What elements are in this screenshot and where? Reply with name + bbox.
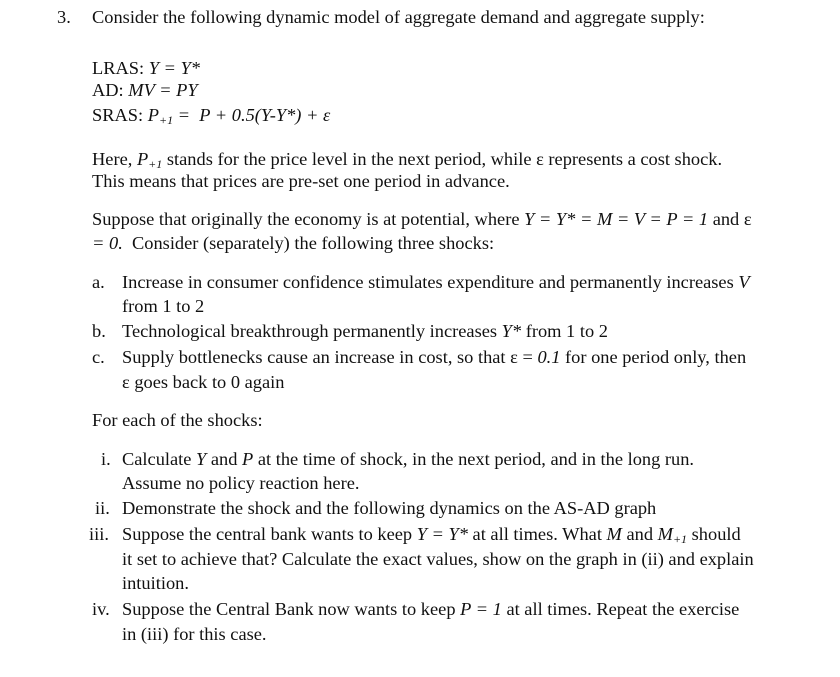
explanation-line-1 <box>92 148 722 172</box>
explanation-line-2: This means that prices are pre-set one period in advance. <box>92 171 510 191</box>
shock-b-text: Technological breakthrough permanently increases <box>122 321 502 341</box>
task-iv-text-a: Suppose the Central Bank now wants to keep <box>122 599 461 619</box>
shock-a-line-2: from 1 to 2 <box>122 296 205 316</box>
task-iii-line-1 <box>122 523 741 547</box>
task-iii-marker: iii. <box>89 524 109 544</box>
for-each-heading: For each of the shocks: <box>92 410 263 430</box>
task-i-text-b: at the time of shock, in the next period, and in the long run. <box>253 449 695 469</box>
task-iii-eq: Y = Y* <box>416 524 468 544</box>
sras-eq: = P + 0.5(Y-Y*) + ε <box>173 105 331 125</box>
setup-epsilon-zero: = 0. <box>92 233 123 253</box>
task-iii-and: and <box>621 524 658 544</box>
task-i-and: and <box>206 449 243 469</box>
ad-eq: MV = PY <box>128 80 198 100</box>
task-iv-eq: P = 1 <box>460 599 502 619</box>
shock-c-end: for one period only, then <box>560 347 747 367</box>
shock-c-line-2: ε goes back to 0 again <box>122 372 285 392</box>
lras-label: LRAS: <box>92 58 145 78</box>
shock-a-text: Increase in consumer confidence stimulates expenditure and permanently increases <box>122 272 739 292</box>
task-i-p: P <box>242 449 254 469</box>
task-i-y: Y <box>196 449 207 469</box>
setup-text-a: Suppose that originally the economy is at potential, where <box>92 209 525 229</box>
task-i-marker: i. <box>101 449 111 469</box>
lras-equation <box>92 57 200 79</box>
sras-p: P <box>147 105 159 125</box>
explanation-suffix: stands for the price level in the next period, while ε represents a cost shock. <box>162 149 723 169</box>
shock-b-end: from 1 to 2 <box>521 321 608 341</box>
shock-b-line-1 <box>122 320 608 342</box>
task-iii-text-b: at all times. What <box>467 524 607 544</box>
lras-eq: Y = Y* <box>148 58 200 78</box>
setup-line-2 <box>92 232 494 254</box>
sras-equation <box>92 104 330 128</box>
explanation-prefix: Here, <box>92 149 137 169</box>
shock-a-var: V <box>738 272 750 292</box>
shock-c-text: Supply bottlenecks cause an increase in cost, so that ε = <box>122 347 538 367</box>
ad-label: AD: <box>92 80 124 100</box>
shock-a-line-1 <box>122 271 750 293</box>
shock-c-var: 0.1 <box>537 347 561 367</box>
task-iii-text-a: Suppose the central bank wants to keep <box>122 524 417 544</box>
task-iii-m-next: M <box>657 524 673 544</box>
shock-c-line-1 <box>122 346 746 368</box>
task-iv-marker: iv. <box>92 599 110 619</box>
task-iii-m: M <box>606 524 622 544</box>
setup-text-b: and ε <box>708 209 752 229</box>
task-iv-text-b: at all times. Repeat the exercise <box>501 599 740 619</box>
task-iii-subscript: +1 <box>672 532 688 546</box>
task-i-text-a: Calculate <box>122 449 197 469</box>
shock-b-var: Y* <box>501 321 522 341</box>
task-iii-line-3: intuition. <box>122 573 189 593</box>
setup-text-c: Consider (separately) the following three shocks: <box>122 233 495 253</box>
task-iv-line-2: in (iii) for this case. <box>122 624 267 644</box>
question-intro: Consider the following dynamic model of aggregate demand and aggregate supply: <box>92 7 705 27</box>
shock-a-marker: a. <box>92 272 105 292</box>
setup-line-1 <box>92 208 752 230</box>
task-i-line-1 <box>122 448 694 470</box>
ad-equation <box>92 79 198 101</box>
task-iv-line-1 <box>122 598 739 620</box>
shock-c-marker: c. <box>92 347 105 367</box>
explanation-subscript: +1 <box>148 157 163 171</box>
task-ii-marker: ii. <box>95 498 110 518</box>
task-iii-line-2: it set to achieve that? Calculate the exact values, show on the graph in (ii) and explain <box>122 549 754 569</box>
setup-equation: Y = Y* = M = V = P = 1 <box>524 209 709 229</box>
sras-subscript: +1 <box>158 113 174 127</box>
task-i-line-2: Assume no policy reaction here. <box>122 473 360 493</box>
question-number: 3. <box>57 7 71 27</box>
sras-label: SRAS: <box>92 105 144 125</box>
task-iii-text-c: should <box>687 524 741 544</box>
task-ii-line-1: Demonstrate the shock and the following dynamics on the AS-AD graph <box>122 498 657 518</box>
explanation-p: P <box>136 149 149 169</box>
shock-b-marker: b. <box>92 321 106 341</box>
